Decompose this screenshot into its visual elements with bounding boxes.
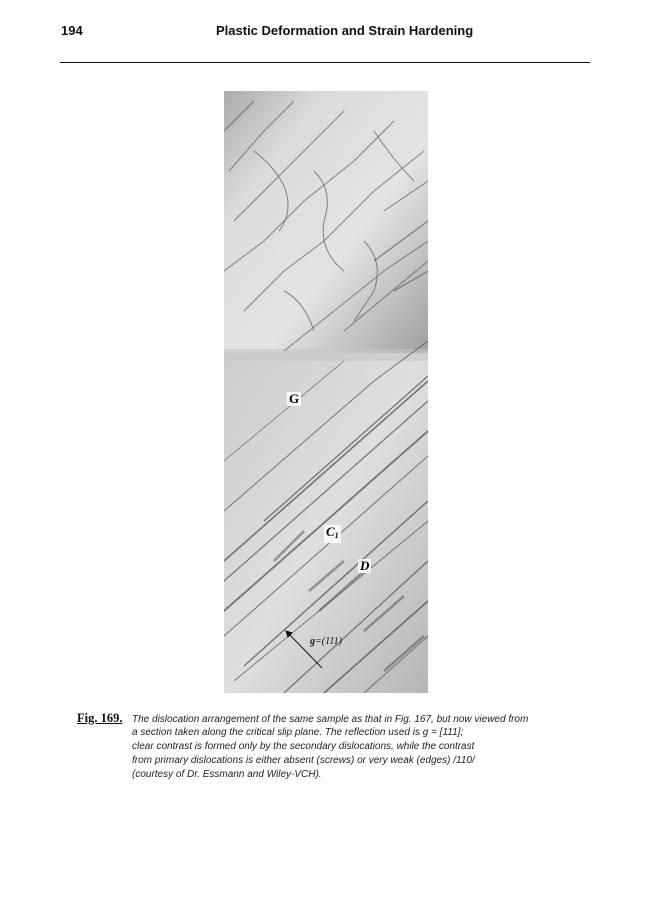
caption-label: Fig. 169. <box>77 711 123 725</box>
label-g: G <box>289 391 300 406</box>
caption-line-4: from primary dislocations is either absent (screws) or very weak (edges) /110/ <box>132 755 475 766</box>
caption-line-1: The dislocation arrangement of the same sample as that in Fig. 167, but now viewed from <box>132 714 529 725</box>
micrograph-figure <box>224 91 428 693</box>
micrograph-image <box>224 91 428 693</box>
diffraction-vector-label <box>310 636 342 647</box>
label-c1-subscript: 1 <box>334 531 339 540</box>
page-number: 194 <box>61 23 83 38</box>
g-value: =(111) <box>315 636 342 647</box>
g-symbol: g <box>310 636 315 647</box>
running-title: Plastic Deformation and Strain Hardening <box>216 23 474 38</box>
label-d: D <box>360 558 370 573</box>
label-c1-text: C <box>326 524 335 539</box>
header-rule <box>60 62 590 63</box>
caption-line-5: (courtesy of Dr. Essmann and Wiley-VCH). <box>132 769 322 780</box>
label-c1 <box>324 525 341 543</box>
caption-line-2: a section taken along the critical slip plane. The reflection used is g = [111]; <box>132 727 464 738</box>
caption-line-3: clear contrast is formed only by the secondary dislocations, while the contrast <box>132 741 475 752</box>
